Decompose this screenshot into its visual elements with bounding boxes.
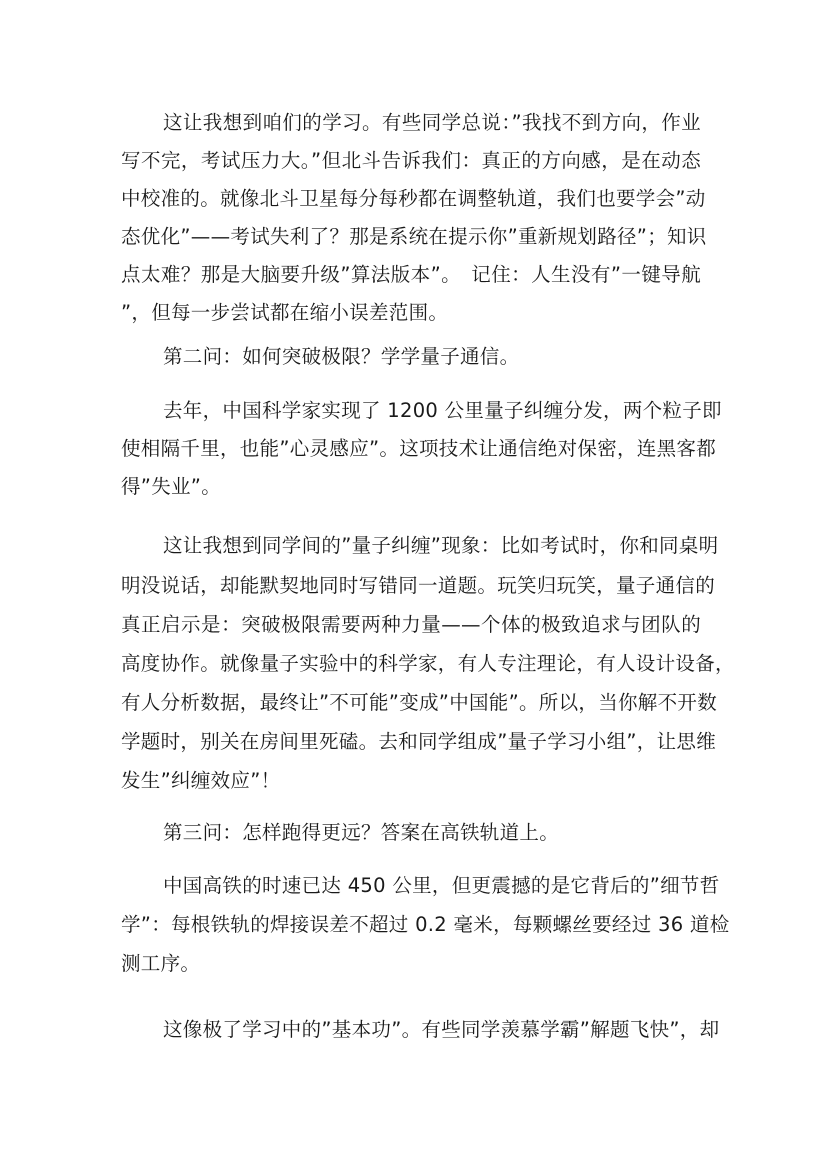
- paragraph-1-line-4: 态优化”——考试失利了？那是系统在提示你”重新规划路径”；知识: [121, 225, 707, 248]
- paragraph-1-line-1: 这让我想到咱们的学习。有些同学总说：”我找不到方向，作业: [163, 111, 701, 134]
- paragraph-3-line-4: 高度协作。就像量子实验中的科学家，有人专注理论，有人设计设备，: [121, 652, 735, 675]
- paragraph-2-line-3: 得”失业”。: [121, 475, 222, 498]
- paragraph-1-line-5: 点太难？那是大脑要升级”算法版本”。 记住：人生没有”一键导航: [121, 263, 701, 286]
- paragraph-1-line-2: 写不完，考试压力大。”但北斗告诉我们：真正的方向感，是在动态: [121, 149, 701, 172]
- paragraph-4-line-2: 学”：每根铁轨的焊接误差不超过 0.2 毫米，每颗螺丝要经过 36 道检: [121, 913, 730, 936]
- paragraph-3-line-5: 有人分析数据，最终让”不可能”变成”中国能”。所以，当你解不开数: [121, 691, 718, 714]
- section-heading-2: 第二问：如何突破极限？学学量子通信。: [163, 345, 520, 368]
- paragraph-4-line-3: 测工序。: [121, 952, 201, 975]
- paragraph-3-line-2: 明没说话，却能默契地同时写错同一道题。玩笑归玩笑，量子通信的: [121, 574, 716, 597]
- paragraph-5-line-1: 这像极了学习中的”基本功”。有些同学羡慕学霸”解题飞快”，却: [163, 1018, 720, 1041]
- paragraph-3-line-6: 学题时，别关在房间里死磕。去和同学组成”量子学习小组”，让思维: [121, 730, 717, 753]
- paragraph-3-line-1: 这让我想到同学间的”量子纠缠”现象：比如考试时，你和同桌明: [163, 534, 719, 557]
- paragraph-3-line-3: 真正启示是：突破极限需要两种力量——个体的极致追求与团队的: [121, 613, 701, 636]
- paragraph-2-line-1: 去年，中国科学家实现了 1200 公里量子纠缠分发，两个粒子即: [163, 399, 722, 422]
- paragraph-1-line-6: ”，但每一步尝试都在缩小误差范围。: [121, 301, 449, 324]
- paragraph-1-line-3: 中校准的。就像北斗卫星每分每秒都在调整轨道，我们也要学会”动: [121, 187, 706, 210]
- paragraph-3-line-7: 发生”纠缠效应”！: [121, 769, 281, 792]
- paragraph-4-line-1: 中国高铁的时速已达 450 公里，但更震撼的是它背后的”细节哲: [163, 874, 720, 897]
- section-heading-3: 第三问：怎样跑得更远？答案在高铁轨道上。: [163, 821, 560, 844]
- paragraph-2-line-2: 使相隔千里，也能”心灵感应”。这项技术让通信绝对保密，连黑客都: [121, 437, 717, 460]
